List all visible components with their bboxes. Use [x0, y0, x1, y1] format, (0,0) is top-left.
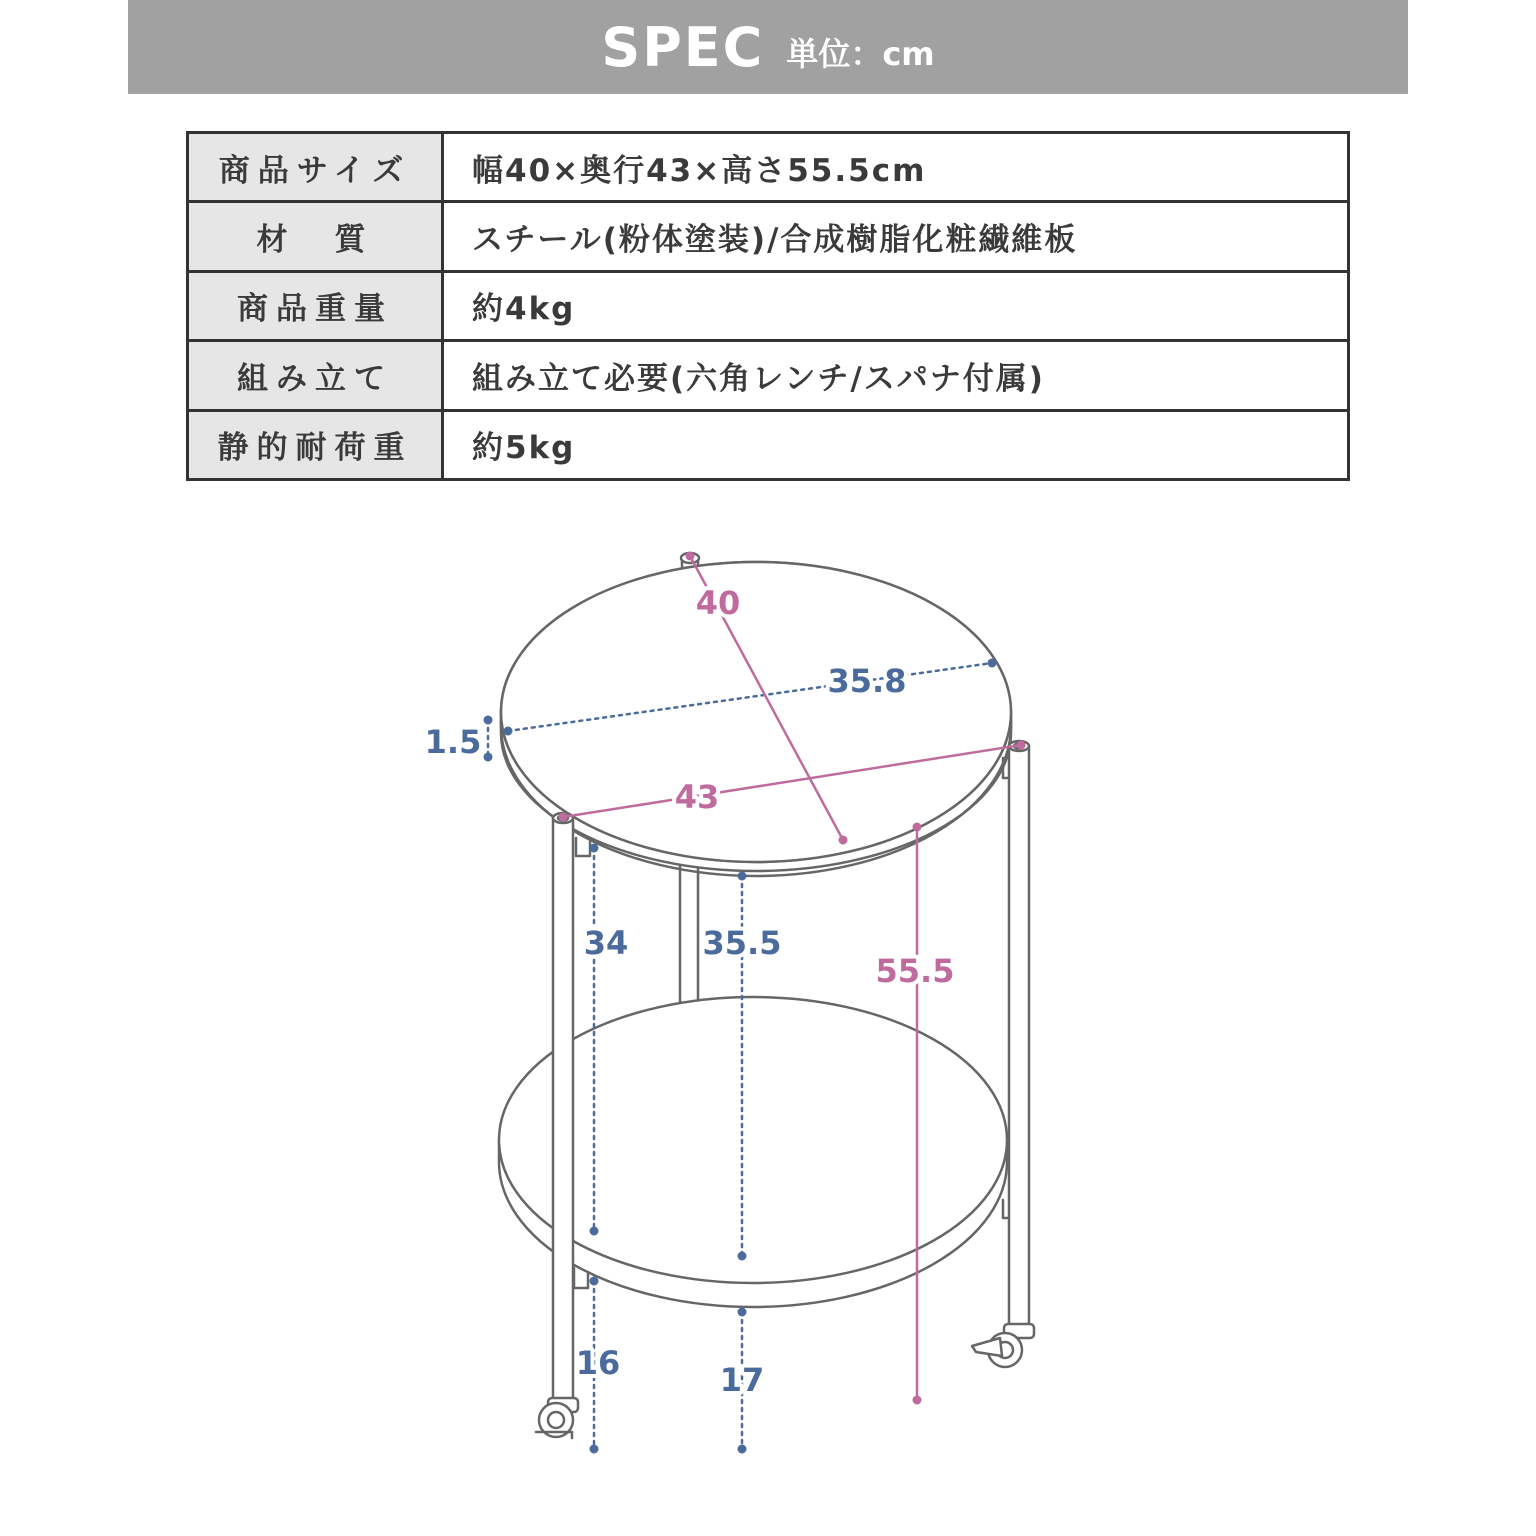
- depth-label: 43: [674, 778, 720, 816]
- dimension-endpoint: [988, 659, 997, 668]
- spec-value: 幅40×奥行43×高さ55.5cm: [443, 133, 1349, 202]
- spec-label: 材 質: [188, 202, 443, 271]
- spec-unit: 単位：cm: [786, 35, 935, 73]
- caster-left: [536, 1398, 578, 1438]
- dimension-endpoint: [839, 836, 848, 845]
- dimension-endpoint: [1017, 741, 1026, 750]
- spec-value: スチール(粉体塗装)/合成樹脂化粧繊維板: [443, 202, 1349, 271]
- left-lower-height-label: 16: [575, 1344, 621, 1382]
- dimension-endpoint: [484, 753, 493, 762]
- dimension-endpoint: [559, 813, 568, 822]
- dimension-endpoint: [738, 1252, 747, 1261]
- center-upper-height-label: 35.5: [702, 924, 782, 962]
- top-shelf: [501, 562, 1011, 876]
- spec-value: 約5kg: [443, 410, 1349, 479]
- diagonal-label: 40: [695, 584, 741, 622]
- dimension-endpoint: [738, 1308, 747, 1317]
- center-lower-height-label: 17: [719, 1361, 765, 1399]
- lower-shelf: [499, 997, 1007, 1307]
- spec-label: 静的耐荷重: [188, 410, 443, 479]
- dimension-endpoint: [738, 872, 747, 881]
- total-height-label: 55.5: [875, 952, 955, 990]
- dimension-endpoint: [504, 727, 513, 736]
- spec-value: 組み立て必要(六角レンチ/スパナ付属): [443, 341, 1349, 410]
- spec-label: 組み立て: [188, 341, 443, 410]
- front-left-leg: [553, 813, 573, 1400]
- spec-title: SPEC: [601, 15, 765, 79]
- left-upper-height-label: 34: [583, 924, 629, 962]
- dimension-endpoint: [913, 823, 922, 832]
- dimension-endpoint: [590, 1445, 599, 1454]
- dimension-endpoint: [738, 1445, 747, 1454]
- bracket: [576, 838, 590, 856]
- dimension-endpoint: [484, 716, 493, 725]
- dimension-endpoint: [590, 1277, 599, 1286]
- spec-value: 約4kg: [443, 271, 1349, 340]
- dimension-endpoint: [590, 1227, 599, 1236]
- dimension-endpoint: [686, 552, 695, 561]
- spec-label: 商品サイズ: [188, 133, 443, 202]
- caster-right: [972, 1324, 1034, 1367]
- front-right-leg: [1009, 741, 1029, 1326]
- dimension-endpoint: [590, 844, 599, 853]
- spec-label: 商品重量: [188, 271, 443, 340]
- thickness-label: 1.5: [424, 723, 482, 761]
- dimension-endpoint: [913, 1396, 922, 1405]
- inner-width-label: 35.8: [827, 662, 907, 700]
